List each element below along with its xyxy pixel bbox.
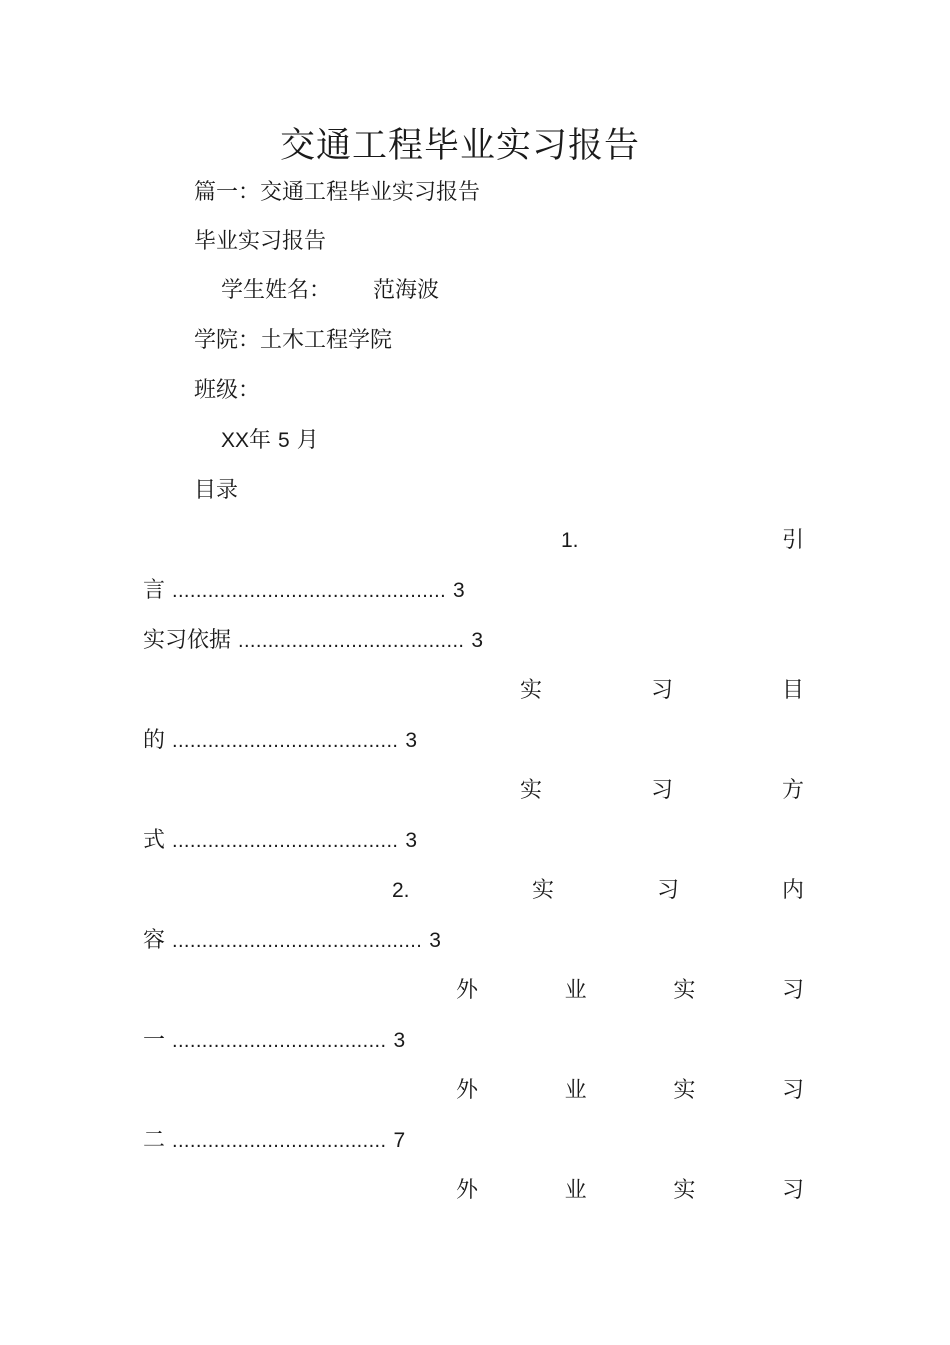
subtitle: 篇一：交通工程毕业实习报告 <box>194 180 481 205</box>
toc-char: 业 <box>564 1078 587 1103</box>
toc-intro-label: 言 <box>143 578 166 603</box>
toc-char: 实 <box>673 978 696 1003</box>
toc-page-number: 3 <box>405 829 418 852</box>
toc-content-tail: 容 <box>143 928 166 953</box>
toc-char: 内 <box>781 878 804 903</box>
toc-method-chars <box>520 776 804 806</box>
toc-char: 习 <box>781 1178 804 1203</box>
toc-page-number: 3 <box>471 629 484 652</box>
toc-char: 实 <box>520 678 543 703</box>
toc-char: 实 <box>673 1178 696 1203</box>
toc-char: 习 <box>650 678 673 703</box>
toc-entry-method <box>143 826 417 856</box>
toc-leader-dots: ...................................... <box>238 630 465 652</box>
toc-page-number: 3 <box>405 729 418 752</box>
toc-char: 实 <box>673 1078 696 1103</box>
college-line: 学院：土木工程学院 <box>194 328 393 353</box>
date-xx: XX <box>221 429 250 452</box>
toc-char: 习 <box>781 1078 804 1103</box>
document-title: 交通工程毕业实习报告 <box>279 126 640 166</box>
toc-field1-chars <box>456 976 804 1006</box>
toc-leader-dots: .............................................. <box>172 580 447 602</box>
toc-entry-purpose <box>143 726 417 756</box>
toc-page-number: 3 <box>393 1029 406 1052</box>
toc-content-chars <box>532 876 804 906</box>
toc-char: 习 <box>781 978 804 1003</box>
toc-char: 习 <box>656 878 679 903</box>
toc-leader-dots: .................................... <box>172 1030 387 1052</box>
toc-heading: 目录 <box>194 478 239 503</box>
class-label: 班级： <box>194 378 261 403</box>
toc-field3-chars <box>456 1176 804 1206</box>
toc-char: 实 <box>532 878 555 903</box>
student-label: 学生姓名： <box>221 278 332 303</box>
toc-entry-intro <box>143 576 465 606</box>
toc-field2-tail: 二 <box>143 1128 166 1153</box>
toc-method-tail: 式 <box>143 828 166 853</box>
toc-entry-content <box>143 926 441 956</box>
toc-char: 业 <box>564 978 587 1003</box>
date-number: 5 <box>278 429 290 452</box>
toc-char: 习 <box>650 778 673 803</box>
toc-page-number: 3 <box>453 579 465 602</box>
toc-char: 方 <box>781 778 804 803</box>
toc-leader-dots: .................................... <box>172 1130 387 1152</box>
toc-char: 外 <box>456 1178 479 1203</box>
student-name: 范海波 <box>373 278 440 303</box>
toc-intro-number: 1. <box>561 529 579 552</box>
toc-page-number: 7 <box>393 1129 406 1152</box>
toc-purpose-tail: 的 <box>143 728 166 753</box>
report-label: 毕业实习报告 <box>194 229 327 254</box>
date-month: 月 <box>296 428 319 453</box>
toc-purpose-chars <box>520 676 804 706</box>
toc-field1-tail: 一 <box>143 1028 166 1053</box>
date-year: 年 <box>249 428 272 453</box>
toc-char: 外 <box>456 1078 479 1103</box>
toc-leader-dots: ...................................... <box>172 830 399 852</box>
toc-char: 业 <box>564 1178 587 1203</box>
toc-page-number: 3 <box>429 929 441 952</box>
toc-entry-field2 <box>143 1126 405 1156</box>
toc-char: 外 <box>456 978 479 1003</box>
date-line <box>221 426 319 456</box>
toc-entry-basis <box>143 626 483 656</box>
toc-basis-label: 实习依据 <box>143 628 232 653</box>
toc-char: 目 <box>781 678 804 703</box>
toc-leader-dots: .......................................... <box>172 930 423 952</box>
toc-leader-dots: ...................................... <box>172 730 399 752</box>
toc-content-number: 2. <box>392 879 410 902</box>
toc-char: 实 <box>520 778 543 803</box>
toc-entry-field1 <box>143 1026 405 1056</box>
toc-intro-char: 引 <box>782 528 805 553</box>
toc-field2-chars <box>456 1076 804 1106</box>
